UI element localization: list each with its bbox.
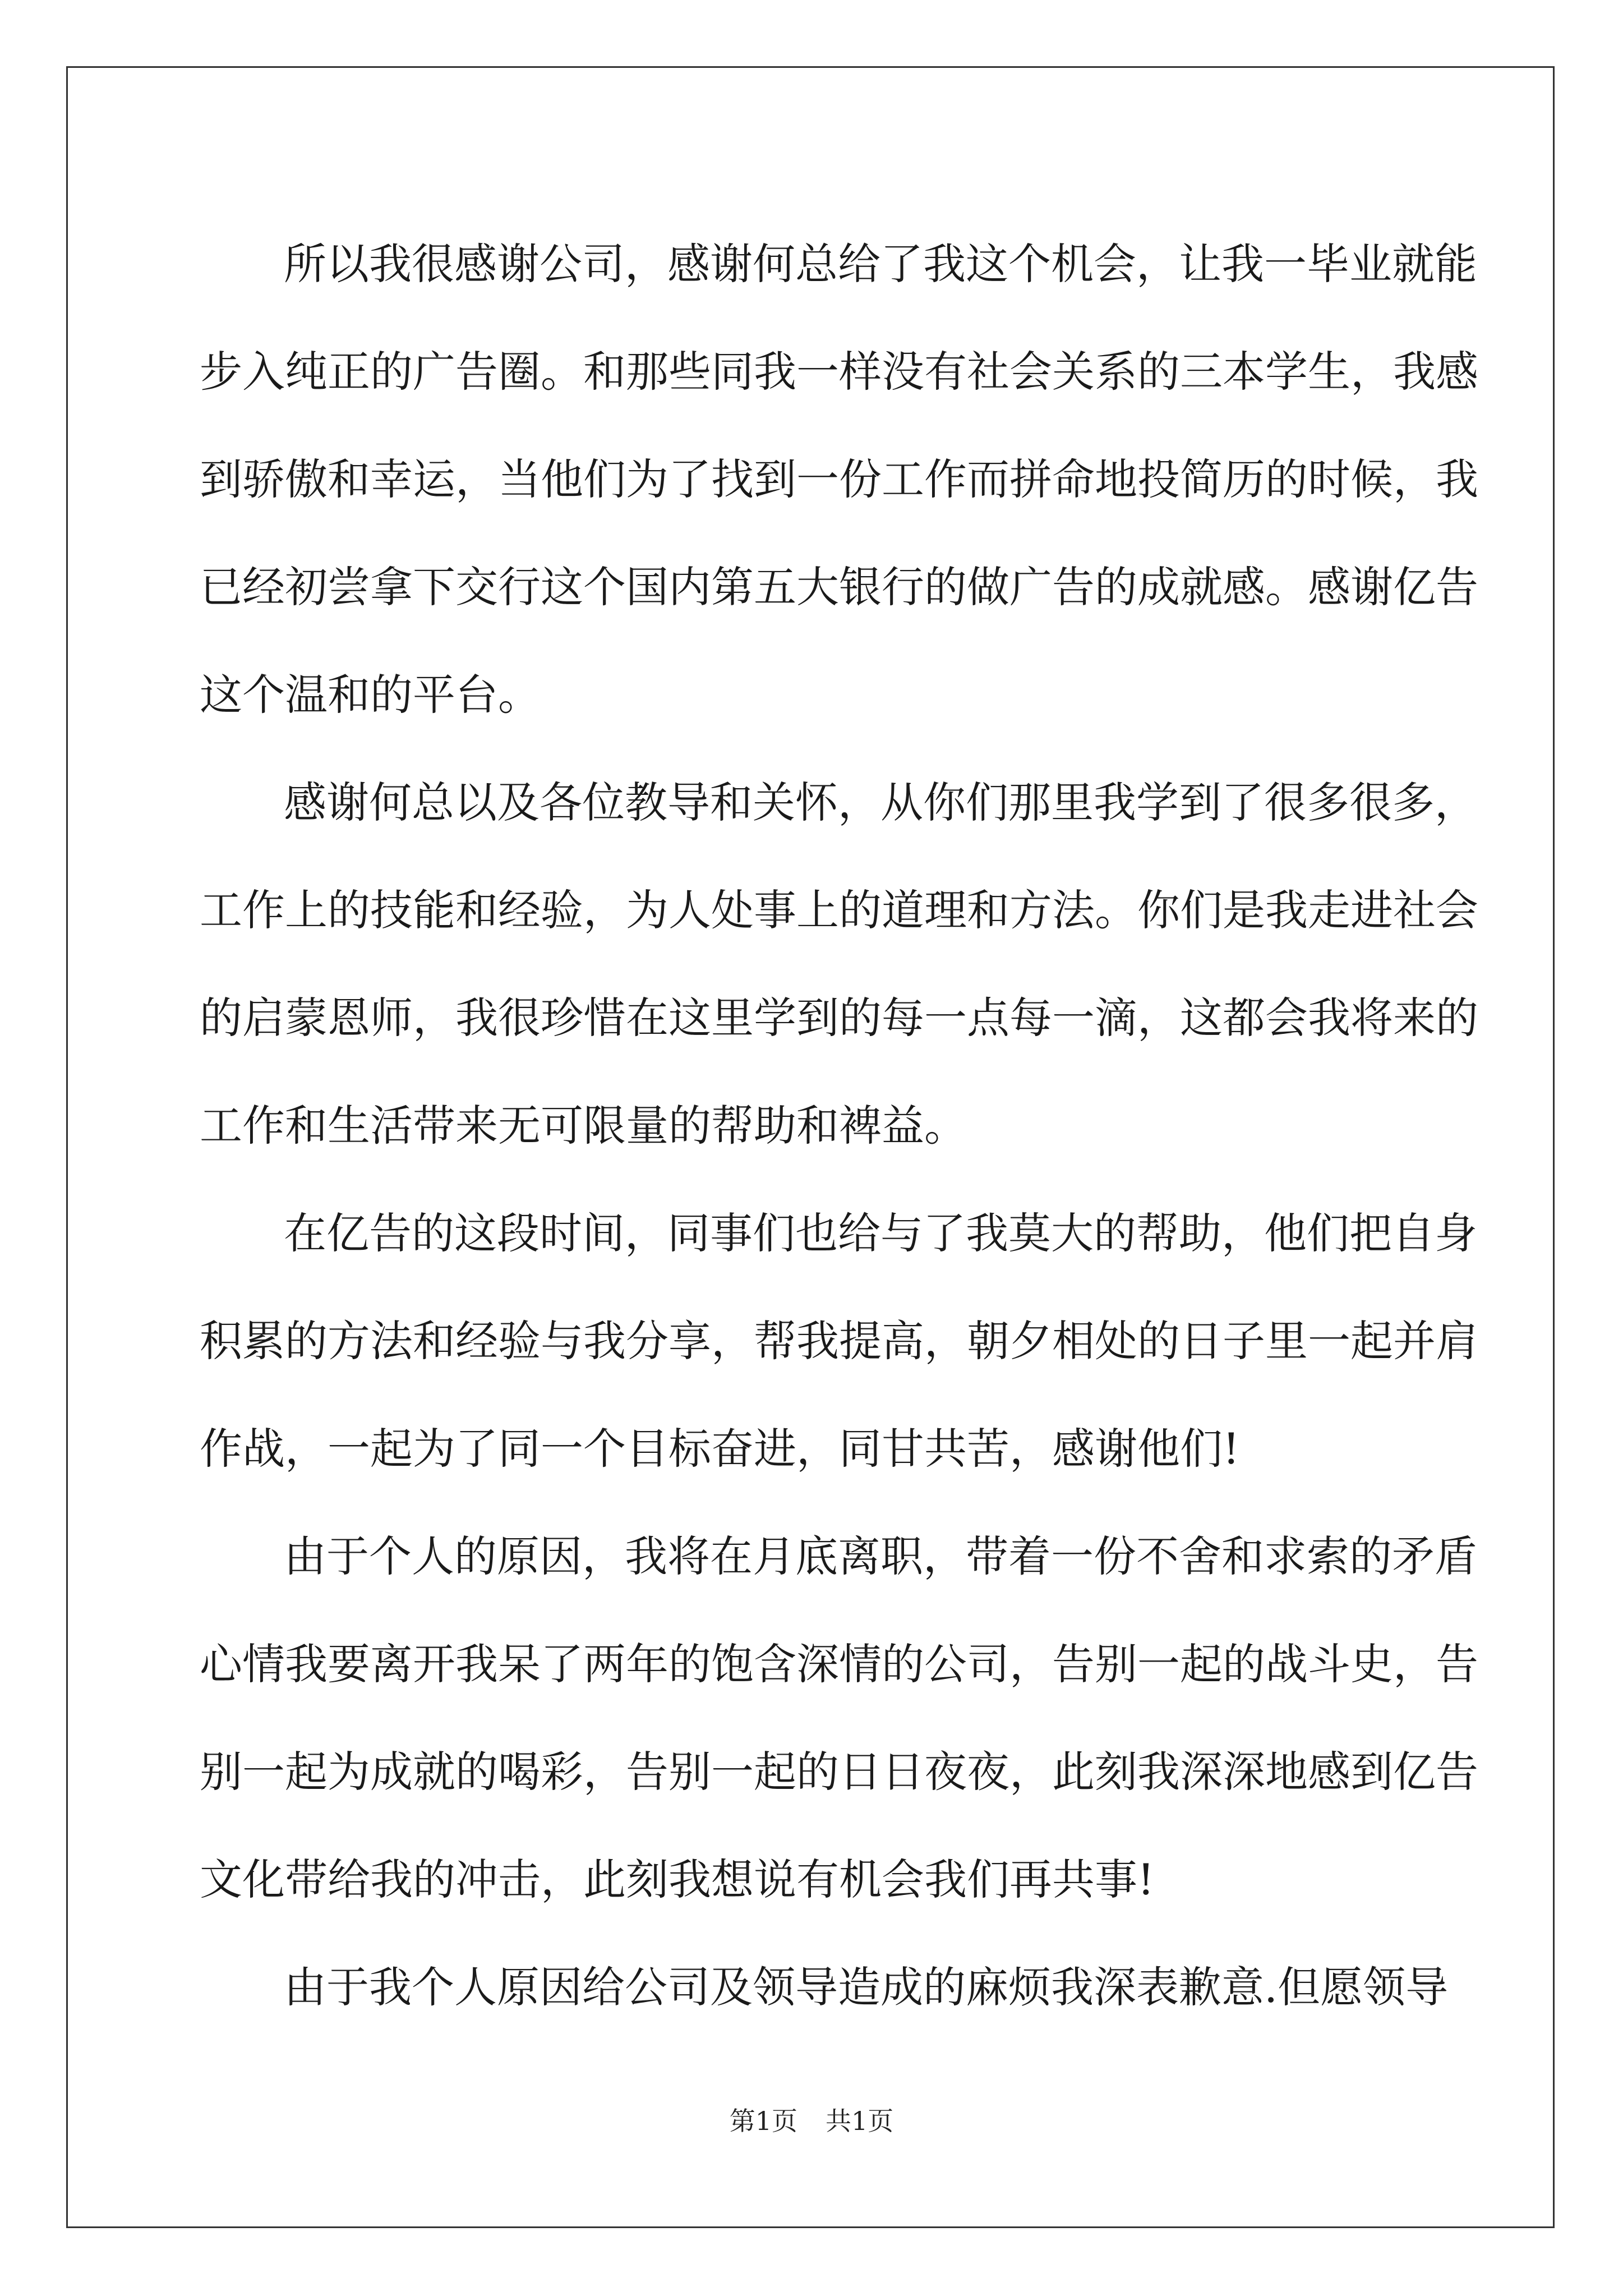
text-line: 由于个人的原因，我将在月底离职，带着一份不舍和求索的矛盾: [284, 1531, 1477, 1581]
text-line: 步入纯正的广告圈。和那些同我一样没有社会关系的三本学生，我感: [200, 347, 1478, 397]
page-total: 共1页: [826, 2106, 894, 2136]
page-number: 第1页: [729, 2106, 797, 2136]
text-line: 感谢何总以及各位教导和关怀，从你们那里我学到了很多很多，: [284, 777, 1477, 827]
text-line: 积累的方法和经验与我分享，帮我提高，朝夕相处的日子里一起并肩: [200, 1316, 1478, 1366]
text-line: 文化带给我的冲击，此刻我想说有机会我们再共事!: [200, 1855, 1155, 1904]
text-line: 工作上的技能和经验，为人处事上的道理和方法。你们是我走进社会: [200, 885, 1478, 935]
text-line: 的启蒙恩师，我很珍惜在这里学到的每一点每一滴，这都会我将来的: [200, 993, 1478, 1043]
text-line: 到骄傲和幸运，当他们为了找到一份工作而拼命地投简历的时候，我: [200, 454, 1478, 504]
text-line: 别一起为成就的喝彩，告别一起的日日夜夜，此刻我深深地感到亿告: [200, 1747, 1478, 1797]
document-body: [200, 210, 1478, 2041]
text-line: 由于我个人原因给公司及领导造成的麻烦我深表歉意.但愿领导: [284, 1962, 1449, 2012]
text-line: 这个温和的平台。: [200, 670, 541, 720]
text-line: 作战，一起为了同一个目标奋进，同甘共苦，感谢他们!: [200, 1424, 1240, 1474]
text-line: 所以我很感谢公司，感谢何总给了我这个机会，让我一毕业就能: [284, 239, 1477, 289]
page-footer: [0, 2101, 1623, 2138]
text-line: 心情我要离开我呆了两年的饱含深情的公司，告别一起的战斗史，告: [200, 1639, 1478, 1689]
text-line: 已经初尝拿下交行这个国内第五大银行的做广告的成就感。感谢亿告: [200, 562, 1478, 612]
text-line: 在亿告的这段时间，同事们也给与了我莫大的帮助，他们把自身: [284, 1208, 1477, 1258]
text-line: 工作和生活带来无可限量的帮助和裨益。: [200, 1101, 967, 1151]
